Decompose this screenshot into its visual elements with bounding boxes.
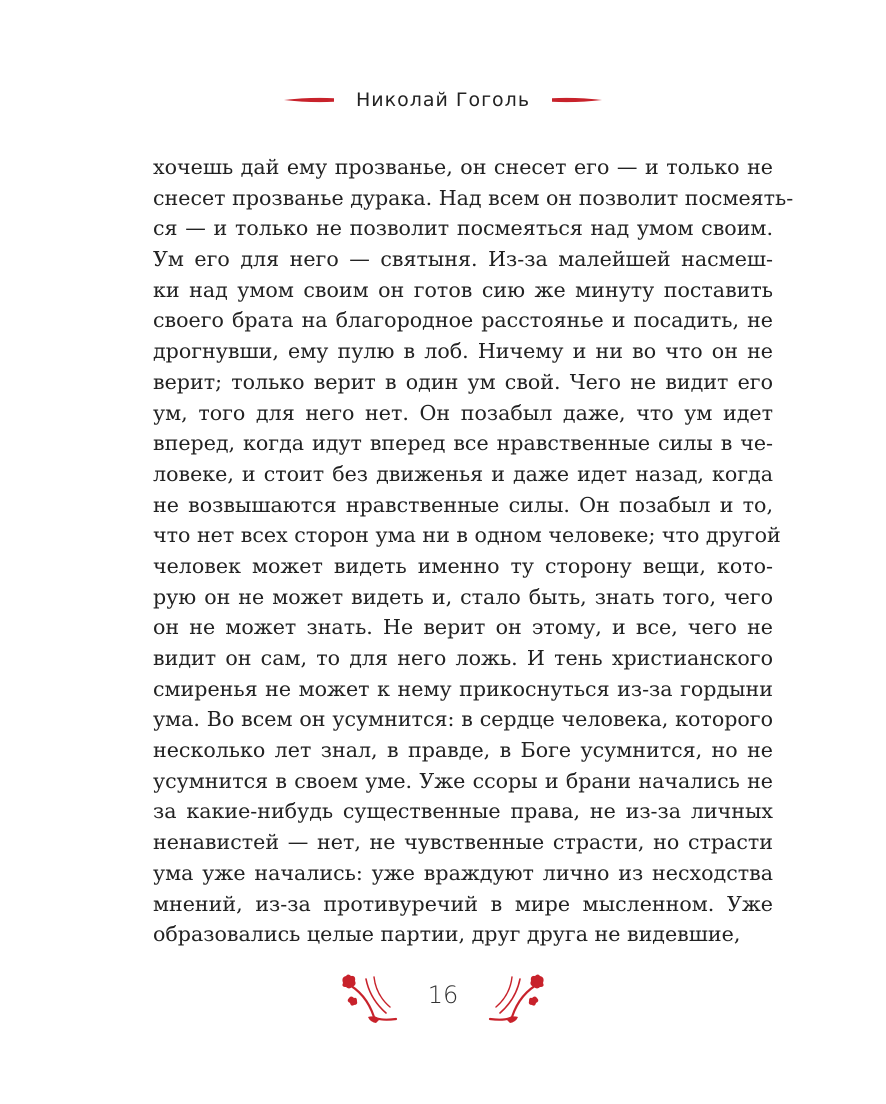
text-line: ума. Во всем он усумнится: в сердце человека, которого [153,707,773,732]
tulip-ornament-left-icon [340,973,402,1027]
text-line: дрогнувши, ему пулю в лоб. Ничему и ни во что он не [153,339,773,364]
text-line: несколько лет знал, в правде, в Боге усумнится, но не [153,738,773,763]
tulip-ornament-right-icon [484,973,546,1027]
text-line: что нет всех сторон ума ни в одном человеке; что другой [153,523,781,548]
running-head [0,84,886,116]
text-line: видит он сам, то для него ложь. И тень христианского [153,646,773,670]
text-line: ки над умом своим он готов сию же минуту поставить [153,277,773,302]
text-line: Ум его для него — святыня. Из-за малейшей насмеш- [153,247,773,272]
text-line: усумнится в своем уме. Уже ссоры и брани начались не [153,768,773,793]
red-rule-left-ornament [284,96,334,104]
text-line: ловеке, и стоит без движенья и даже идет назад, когда [153,461,773,486]
text-line: он не может знать. Не верит он этому, и все, чего не [153,615,773,640]
text-line: снесет прозванье дурака. Над всем он позволит посмеять- [153,185,794,210]
text-line: ненавистей — нет, не чувственные страсти, но страсти [153,830,773,855]
text-line: ся — и только не позволит посмеяться над умом своим. [153,216,773,241]
red-rule-right-ornament [552,96,602,104]
text-line: за какие-нибудь существенные права, не из-за личных [153,799,773,824]
text-line: ума уже начались: уже враждуют лично из несходства [153,860,773,885]
text-line: человек может видеть именно ту сторону вещи, кото- [153,553,773,578]
text-line: мнений, из-за противуречий в мире мысленном. Уже [153,891,773,916]
text-line: своего брата на благородное расстоянье и посадить, не [153,308,773,333]
text-line: образовались целые партии, друг друга не видевшие, [153,922,741,947]
text-line: ум, того для него нет. Он позабыл даже, что ум идет [153,400,773,425]
text-line: рую он не может видеть и, стало быть, знать того, чего [153,584,773,609]
running-head-author: Николай Гоголь [355,89,531,111]
text-line: верит; только верит в один ум свой. Чего не видит его [153,369,773,394]
text-line: смиренья не может к нему прикоснуться из-за гордыни [153,676,773,701]
text-line: вперед, когда идут вперед все нравственные силы в че- [153,431,773,456]
text-line: не возвышаются нравственные силы. Он позабыл и то, [153,492,773,517]
page-number: 16 [427,981,459,1009]
body-text [153,152,794,950]
text-line: хочешь дай ему прозванье, он снесет его — и только не [153,155,773,179]
page-footer [0,970,886,1030]
